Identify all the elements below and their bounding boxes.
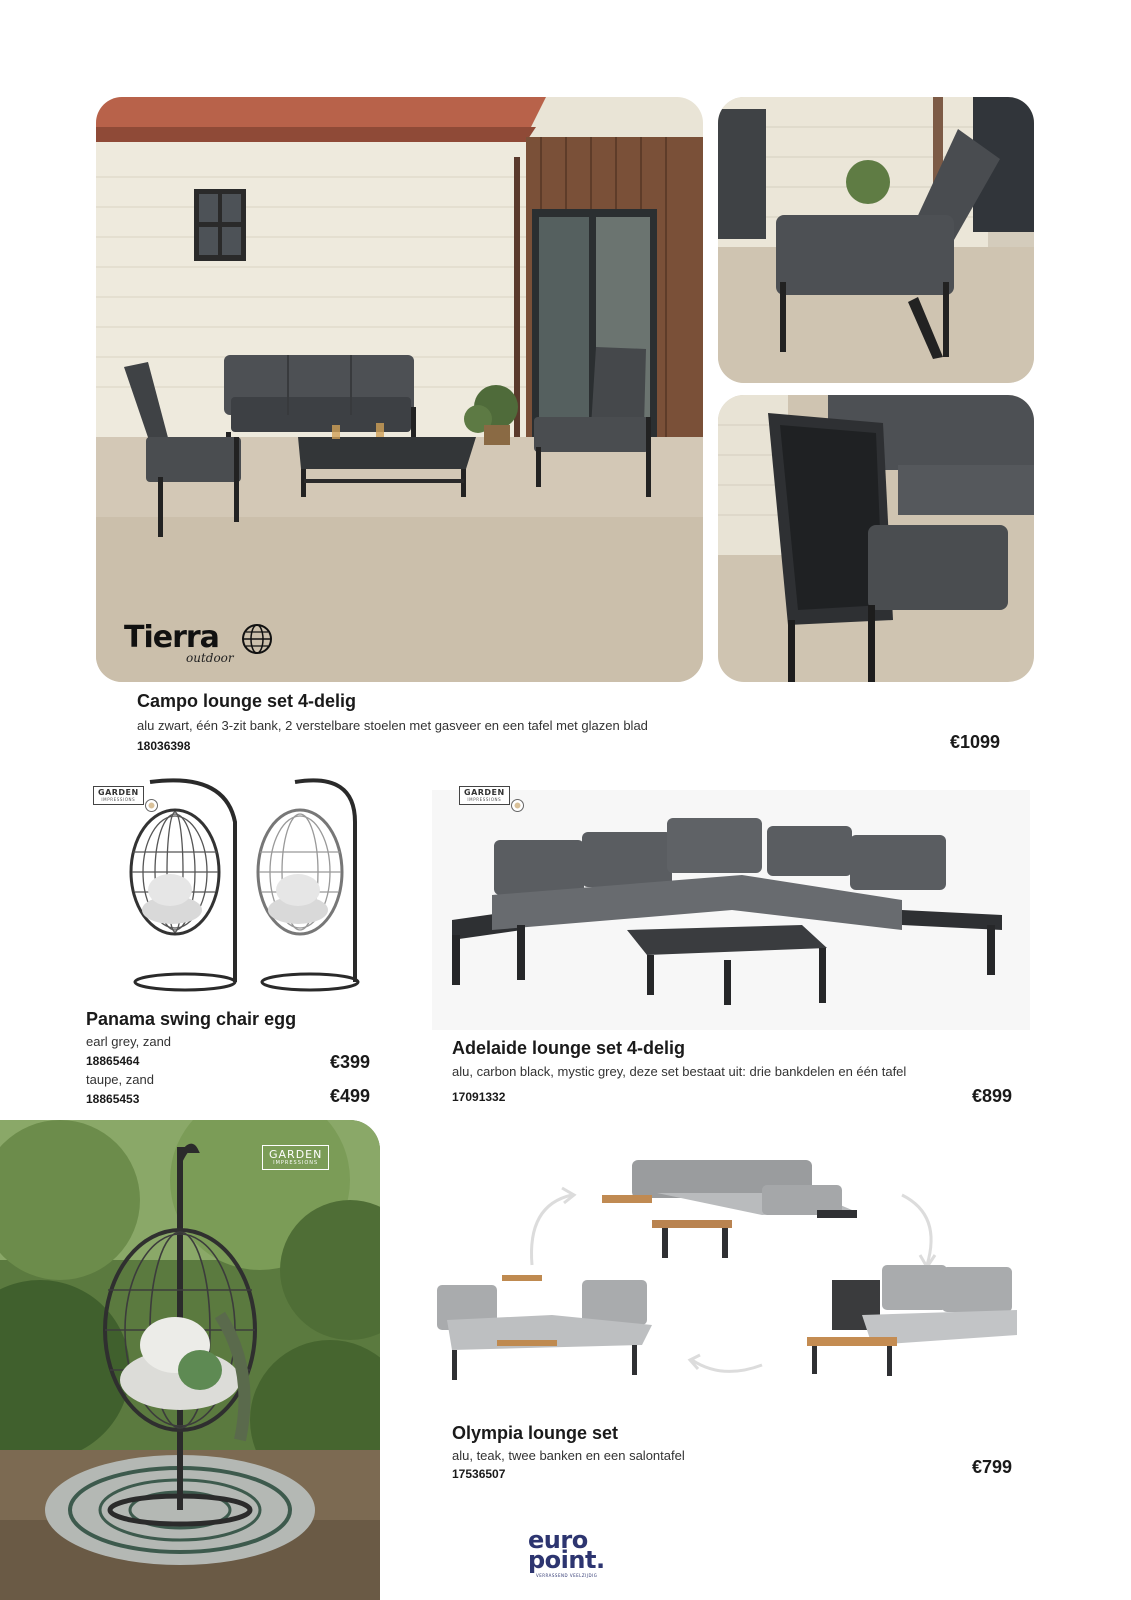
panama-variant2-price: €499	[329, 1086, 370, 1106]
panama-variant2-code: 18865453	[86, 1092, 140, 1106]
panama-variant1-description: earl grey, zand	[86, 1034, 172, 1049]
europoint-tagline: VERRASSEND VEELZIJDIG	[536, 1573, 598, 1578]
campo-chair-photo	[718, 97, 1034, 383]
globe-icon	[241, 623, 273, 655]
adelaide-product-photo	[432, 790, 1030, 1030]
campo-price: €1099	[949, 732, 1000, 752]
campo-title: Campo lounge set 4-delig	[137, 691, 357, 711]
badge-line2: IMPRESSIONS	[101, 797, 136, 802]
badge-line2: IMPRESSIONS	[273, 1160, 319, 1166]
badge-line1: GARDEN	[464, 788, 505, 797]
swing-chair-garden-photo	[0, 1120, 380, 1600]
campo-code: 18036398	[137, 739, 191, 753]
olympia-price: €799	[971, 1457, 1012, 1477]
garden-impressions-overlay-badge	[262, 1145, 329, 1170]
tierra-logo-subtitle: outdoor	[186, 651, 234, 665]
adelaide-title: Adelaide lounge set 4-delig	[452, 1038, 686, 1058]
panama-variant1-price: €399	[329, 1052, 370, 1072]
badge-line1: GARDEN	[269, 1148, 323, 1161]
europoint-logo	[528, 1526, 605, 1574]
garden-impressions-seal-icon	[145, 799, 158, 812]
campo-description: alu zwart, één 3-zit bank, 2 verstelbare stoelen met gasveer en een tafel met glazen blad	[137, 718, 648, 733]
tierra-logo: Tierra	[124, 620, 219, 655]
olympia-description: alu, teak, twee banken en een salontafel	[452, 1448, 685, 1463]
garden-impressions-badge	[93, 786, 144, 805]
panama-variant1-code: 18865464	[86, 1054, 140, 1068]
adelaide-price: €899	[971, 1086, 1012, 1106]
badge-line1: GARDEN	[98, 788, 139, 797]
olympia-product-photo	[432, 1155, 1030, 1395]
adelaide-description: alu, carbon black, mystic grey, deze set bestaat uit: drie bankdelen en één tafel	[452, 1064, 907, 1079]
garden-impressions-seal-icon	[511, 799, 524, 812]
badge-line2: IMPRESSIONS	[467, 797, 502, 802]
panama-variant2-description: taupe, zand	[86, 1072, 154, 1087]
olympia-code: 17536507	[452, 1467, 506, 1481]
panama-title: Panama swing chair egg	[86, 1009, 297, 1029]
adelaide-code: 17091332	[452, 1090, 506, 1104]
olympia-title: Olympia lounge set	[452, 1423, 619, 1443]
campo-detail-photo	[718, 395, 1034, 682]
garden-impressions-badge	[459, 786, 510, 805]
campo-main-photo	[96, 97, 703, 682]
europoint-logo-line2: point.	[528, 1546, 605, 1574]
europoint-logo-line1: euro	[528, 1526, 588, 1554]
